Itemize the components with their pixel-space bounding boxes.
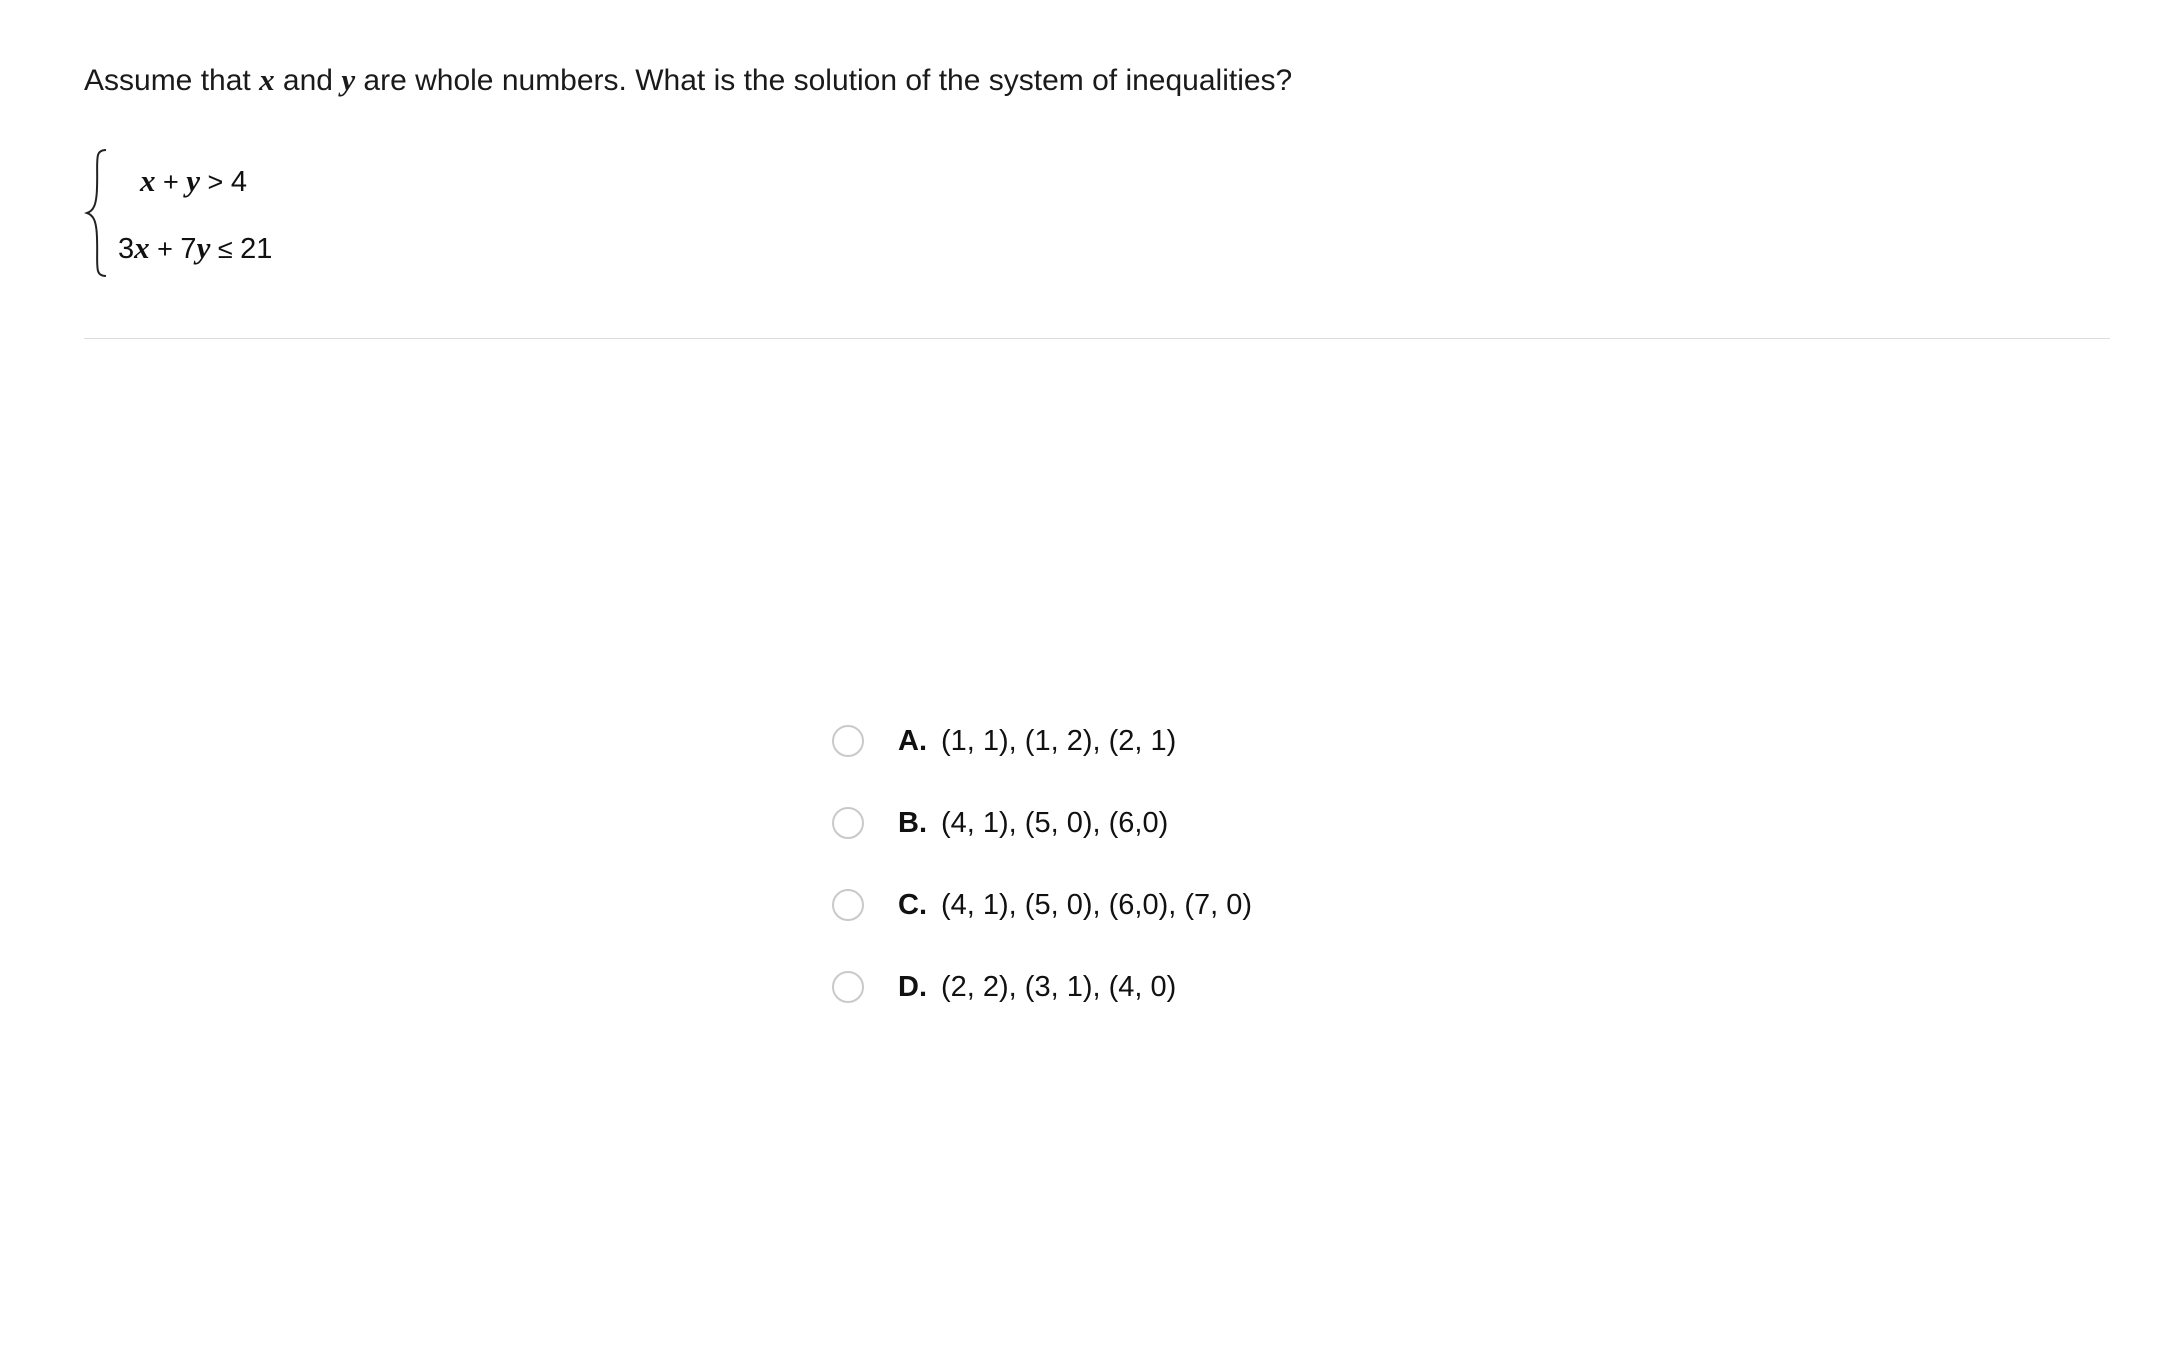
curly-brace-icon bbox=[84, 148, 110, 278]
answer-choices bbox=[832, 700, 1732, 1028]
eq2-relation: ≤ bbox=[210, 234, 241, 264]
eq2-plus: + bbox=[149, 234, 181, 264]
choice-option-c[interactable] bbox=[832, 864, 1732, 946]
choice-text-c: (4, 1), (5, 0), (6,0), (7, 0) bbox=[941, 888, 1253, 921]
eq2-y: y bbox=[196, 230, 211, 265]
eq1-plus: + bbox=[155, 167, 187, 197]
eq1-x: x bbox=[140, 163, 156, 198]
question-text bbox=[84, 60, 2064, 101]
eq2-x: x bbox=[134, 230, 150, 265]
eq2-coef-y: 7 bbox=[180, 233, 197, 265]
inequality-lines bbox=[118, 148, 272, 282]
radio-button-b[interactable] bbox=[832, 807, 864, 839]
choice-option-a[interactable] bbox=[832, 700, 1732, 782]
inequality-2 bbox=[118, 215, 272, 282]
eq1-y: y bbox=[186, 163, 201, 198]
eq2-coef-x: 3 bbox=[118, 233, 135, 265]
question-variable-x: x bbox=[259, 62, 275, 97]
eq1-rhs: 4 bbox=[230, 166, 247, 198]
choice-text-b: (4, 1), (5, 0), (6,0) bbox=[941, 806, 1169, 839]
question-mid: and bbox=[274, 64, 342, 97]
choice-letter-a: A. bbox=[898, 724, 927, 757]
choice-option-b[interactable] bbox=[832, 782, 1732, 864]
radio-button-a[interactable] bbox=[832, 725, 864, 757]
choice-letter-c: C. bbox=[898, 888, 927, 921]
choice-option-d[interactable] bbox=[832, 946, 1732, 1028]
choice-text-d: (2, 2), (3, 1), (4, 0) bbox=[941, 970, 1177, 1003]
choice-letter-b: B. bbox=[898, 806, 927, 839]
section-divider bbox=[84, 338, 2110, 339]
question-prefix: Assume that bbox=[84, 64, 260, 97]
eq2-rhs: 21 bbox=[240, 233, 273, 265]
question-variable-y: y bbox=[341, 62, 356, 97]
question-prompt bbox=[84, 60, 2064, 101]
system-of-inequalities bbox=[84, 148, 684, 278]
eq1-relation: > bbox=[200, 167, 231, 197]
radio-button-d[interactable] bbox=[832, 971, 864, 1003]
radio-button-c[interactable] bbox=[832, 889, 864, 921]
inequality-1 bbox=[118, 148, 272, 215]
choice-letter-d: D. bbox=[898, 970, 927, 1003]
choice-text-a: (1, 1), (1, 2), (2, 1) bbox=[941, 724, 1177, 757]
question-suffix: are whole numbers. What is the solution of the system of inequalities? bbox=[355, 64, 1293, 97]
